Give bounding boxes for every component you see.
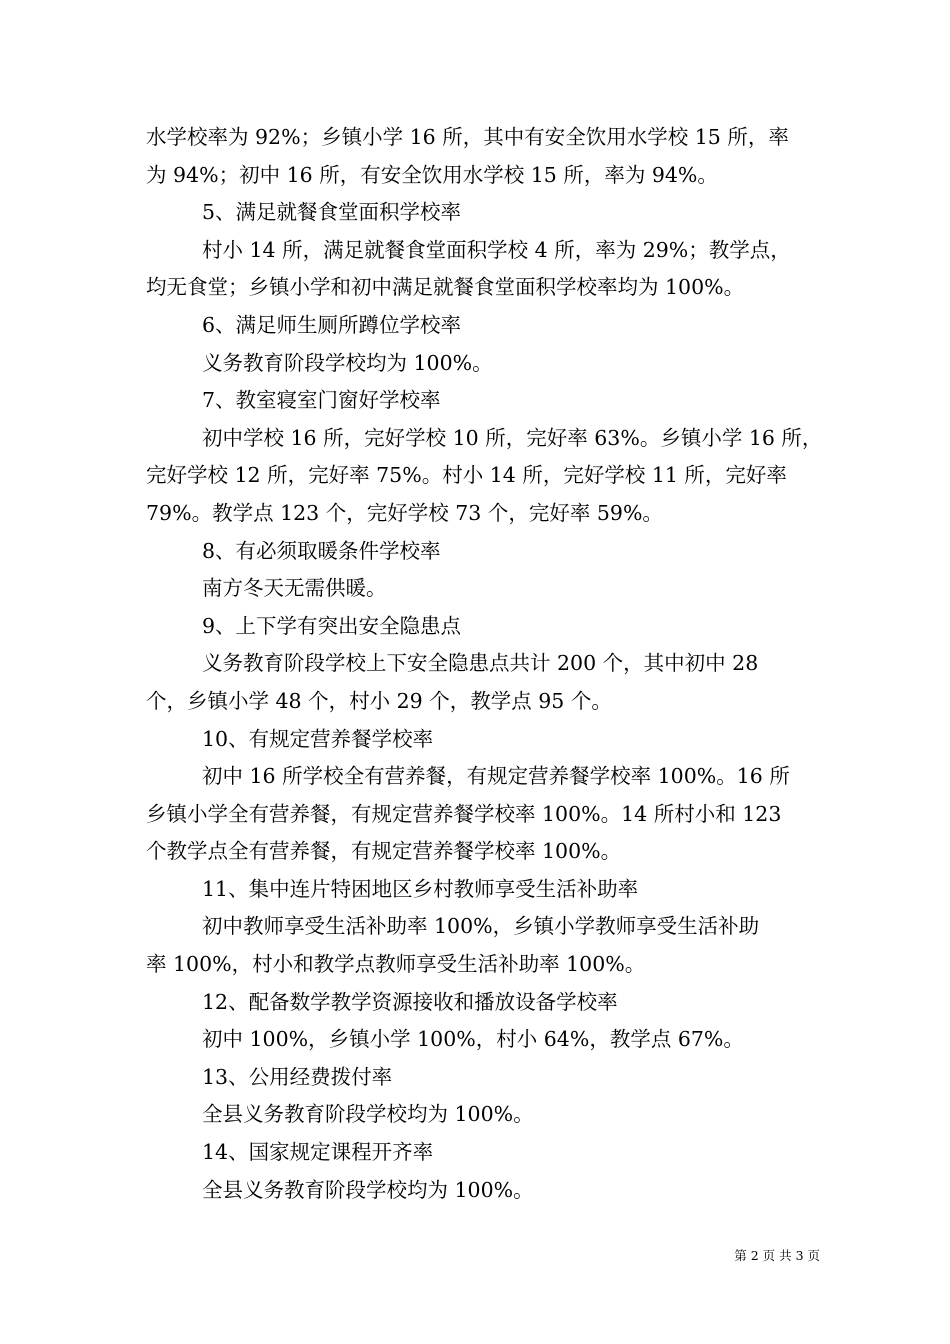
text-line: 村小 14 所，满足就餐食堂面积学校 4 所，率为 29%；教学点，: [202, 237, 791, 262]
section-heading: 10、有规定营养餐学校率: [202, 726, 434, 751]
text-line: 义务教育阶段学校上下安全隐患点共计 200 个，其中初中 28: [202, 651, 759, 676]
text-line: 全县义务教育阶段学校均为 100%。: [202, 1102, 534, 1127]
text-line: 义务教育阶段学校均为 100%。: [202, 350, 493, 375]
text-line: 率 100%，村小和教学点教师享受生活补助率 100%。: [146, 952, 646, 977]
text-line: 完好学校 12 所，完好率 75%。村小 14 所，完好学校 11 所，完好率: [146, 463, 787, 488]
section-heading: 11、集中连片特困地区乡村教师享受生活补助率: [202, 876, 639, 901]
text-line: 个教学点全有营养餐，有规定营养餐学校率 100%。: [146, 839, 622, 864]
section-heading: 8、有必须取暖条件学校率: [202, 538, 441, 563]
text-line: 初中教师享受生活补助率 100%，乡镇小学教师享受生活补助: [202, 914, 760, 939]
text-line: 均无食堂；乡镇小学和初中满足就餐食堂面积学校率均为 100%。: [146, 275, 745, 300]
document-body: [146, 119, 823, 1209]
text-line: 79%。教学点 123 个，完好学校 73 个，完好率 59%。: [146, 500, 663, 525]
text-line: 个，乡镇小学 48 个，村小 29 个，教学点 95 个。: [146, 688, 612, 713]
page-number: 第 2 页 共 3 页: [734, 1248, 820, 1263]
section-heading: 13、公用经费拨付率: [202, 1064, 393, 1089]
text-line: 初中学校 16 所，完好学校 10 所，完好率 63%。乡镇小学 16 所，: [202, 425, 823, 450]
text-line: 为 94%；初中 16 所，有安全饮用水学校 15 所，率为 94%。: [146, 162, 718, 187]
section-heading: 14、国家规定课程开齐率: [202, 1140, 434, 1165]
text-line: 初中 100%，乡镇小学 100%，村小 64%，教学点 67%。: [202, 1027, 744, 1052]
text-line: 乡镇小学全有营养餐，有规定营养餐学校率 100%。14 所村小和 123: [146, 801, 782, 826]
text-line: 南方冬天无需供暖。: [202, 576, 387, 601]
text-line: 全县义务教育阶段学校均为 100%。: [202, 1177, 534, 1202]
text-line: 水学校率为 92%；乡镇小学 16 所，其中有安全饮用水学校 15 所，率: [146, 125, 789, 149]
section-heading: 9、上下学有突出安全隐患点: [202, 613, 462, 638]
section-heading: 5、满足就餐食堂面积学校率: [202, 200, 462, 225]
section-heading: 6、满足师生厕所蹲位学校率: [202, 312, 462, 337]
section-heading: 12、配备数学教学资源接收和播放设备学校率: [202, 989, 618, 1014]
text-line: 初中 16 所学校全有营养餐，有规定营养餐学校率 100%。16 所: [202, 764, 790, 789]
section-heading: 7、教室寝室门窗好学校率: [202, 388, 441, 413]
